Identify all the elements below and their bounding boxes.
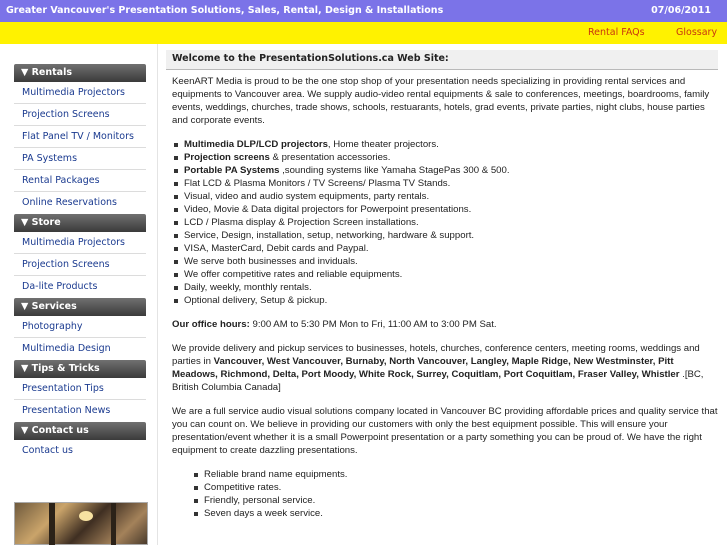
list-item: Portable PA Systems ,sounding systems like Yamaha StagePas 300 & 500. [172, 164, 718, 177]
services-list [172, 138, 718, 307]
left-sidebar [0, 44, 158, 545]
section-header-services[interactable]: ▼ Services [14, 298, 146, 316]
delivery-paragraph: We provide delivery and pickup services to businesses, hotels, churches, conference centers, meeting rooms, weddings and parties in Vancouver, West Vancouver, Burnaby, North Vancouver, Langley, Maple Ridge, New Westminster, Pitt Meadows, Richmond, Delta, Port Moody, White Rock, Surrey, Coquitlam, Port Coquitlam, Fraser Valley, Whistler .[BC, British Columbia Canada] [172, 343, 704, 393]
sidebar-item-dalite-products[interactable]: Da-lite Products [22, 281, 98, 292]
sidebar-item-pa-systems[interactable]: PA Systems [14, 148, 146, 170]
section-header-rentals[interactable]: ▼ Rentals [14, 64, 146, 82]
sidebar-item-presentation-tips[interactable]: Presentation Tips [14, 378, 146, 400]
glossary-link[interactable]: Glossary [676, 27, 718, 38]
sidebar-item-online-reservations[interactable]: Online Reservations [22, 197, 117, 208]
current-date: 07/06/2011 [651, 5, 711, 16]
sidebar-item-store-screens[interactable]: Projection Screens [14, 254, 146, 276]
top-nav [0, 22, 727, 44]
rental-faqs-link[interactable]: Rental FAQs [588, 27, 645, 38]
list-item: Optional delivery, Setup & pickup. [172, 294, 718, 307]
list-item: We offer competitive rates and reliable equipments. [172, 268, 718, 281]
photo-light [79, 511, 93, 521]
top-banner [0, 0, 727, 22]
photo-pillar-right [111, 503, 116, 545]
sidebar-item-contact-us[interactable]: Contact us [22, 445, 73, 456]
sidebar-item-presentation-news[interactable]: Presentation News [22, 405, 111, 416]
sidebar-item-store-projectors[interactable]: Multimedia Projectors [14, 232, 146, 254]
list-item: LCD / Plasma display & Projection Screen installations. [172, 216, 718, 229]
list-item: VISA, MasterCard, Debit cards and Paypal. [172, 242, 718, 255]
welcome-heading: Welcome to the PresentationSolutions.ca Web Site: [166, 50, 718, 70]
list-item: Projection screens & presentation accessories. [172, 151, 718, 164]
list-item: Daily, weekly, monthly rentals. [172, 281, 718, 294]
list-item: Competitive rates. [192, 481, 718, 494]
list-item: Video, Movie & Data digital projectors for Powerpoint presentations. [172, 203, 718, 216]
benefits-list [172, 468, 718, 520]
list-item: Seven days a week service. [192, 507, 718, 520]
list-item: We serve both businesses and inviduals. [172, 255, 718, 268]
sidebar-item-projection-screens[interactable]: Projection Screens [14, 104, 146, 126]
list-item: Service, Design, installation, setup, networking, hardware & support. [172, 229, 718, 242]
venue-photo [14, 502, 148, 545]
sidebar-menu [14, 64, 146, 462]
list-item: Reliable brand name equipments. [192, 468, 718, 481]
list-item: Friendly, personal service. [192, 494, 718, 507]
about-paragraph: We are a full service audio visual solutions company located in Vancouver BC providing affordable prices and quality service that you can count on. We believe in providing our customers with only the best equipment possible. This will ensure your presentation/event whether it is a small Powerpoint presentation or a party something you can be proud of. We have the right equipment to create dazzling presentations. [172, 406, 718, 456]
section-header-contact[interactable]: ▼ Contact us [14, 422, 146, 440]
content-body [166, 70, 718, 520]
section-header-store[interactable]: ▼ Store [14, 214, 146, 232]
sidebar-item-multimedia-projectors[interactable]: Multimedia Projectors [14, 82, 146, 104]
sidebar-item-multimedia-design[interactable]: Multimedia Design [22, 343, 111, 354]
photo-pillar-left [49, 503, 55, 545]
main-content [166, 50, 718, 520]
sidebar-item-flat-panel-tv[interactable]: Flat Panel TV / Monitors [14, 126, 146, 148]
site-title: Greater Vancouver's Presentation Solutions, Sales, Rental, Design & Installations [6, 5, 444, 16]
office-hours: Our office hours: 9:00 AM to 5:30 PM Mon to Fri, 11:00 AM to 3:00 PM Sat. [172, 319, 497, 330]
list-item: Multimedia DLP/LCD projectors, Home theater projectors. [172, 138, 718, 151]
list-item: Flat LCD & Plasma Monitors / TV Screens/ Plasma TV Stands. [172, 177, 718, 190]
sidebar-item-rental-packages[interactable]: Rental Packages [14, 170, 146, 192]
list-item: Visual, video and audio system equipments, party rentals. [172, 190, 718, 203]
section-header-tips[interactable]: ▼ Tips & Tricks [14, 360, 146, 378]
intro-paragraph: KeenART Media is proud to be the one stop shop of your presentation needs specializing in providing rental services and equipments to Vancouver area. We supply audio-video rental equipments & sale to conferences, meetings, boardrooms, family events, weddings, churches, trade shows, schools, restuarants, hotels, grad events, private parties, night clubs, house parties and corporate events. [172, 76, 710, 126]
sidebar-item-photography[interactable]: Photography [14, 316, 146, 338]
